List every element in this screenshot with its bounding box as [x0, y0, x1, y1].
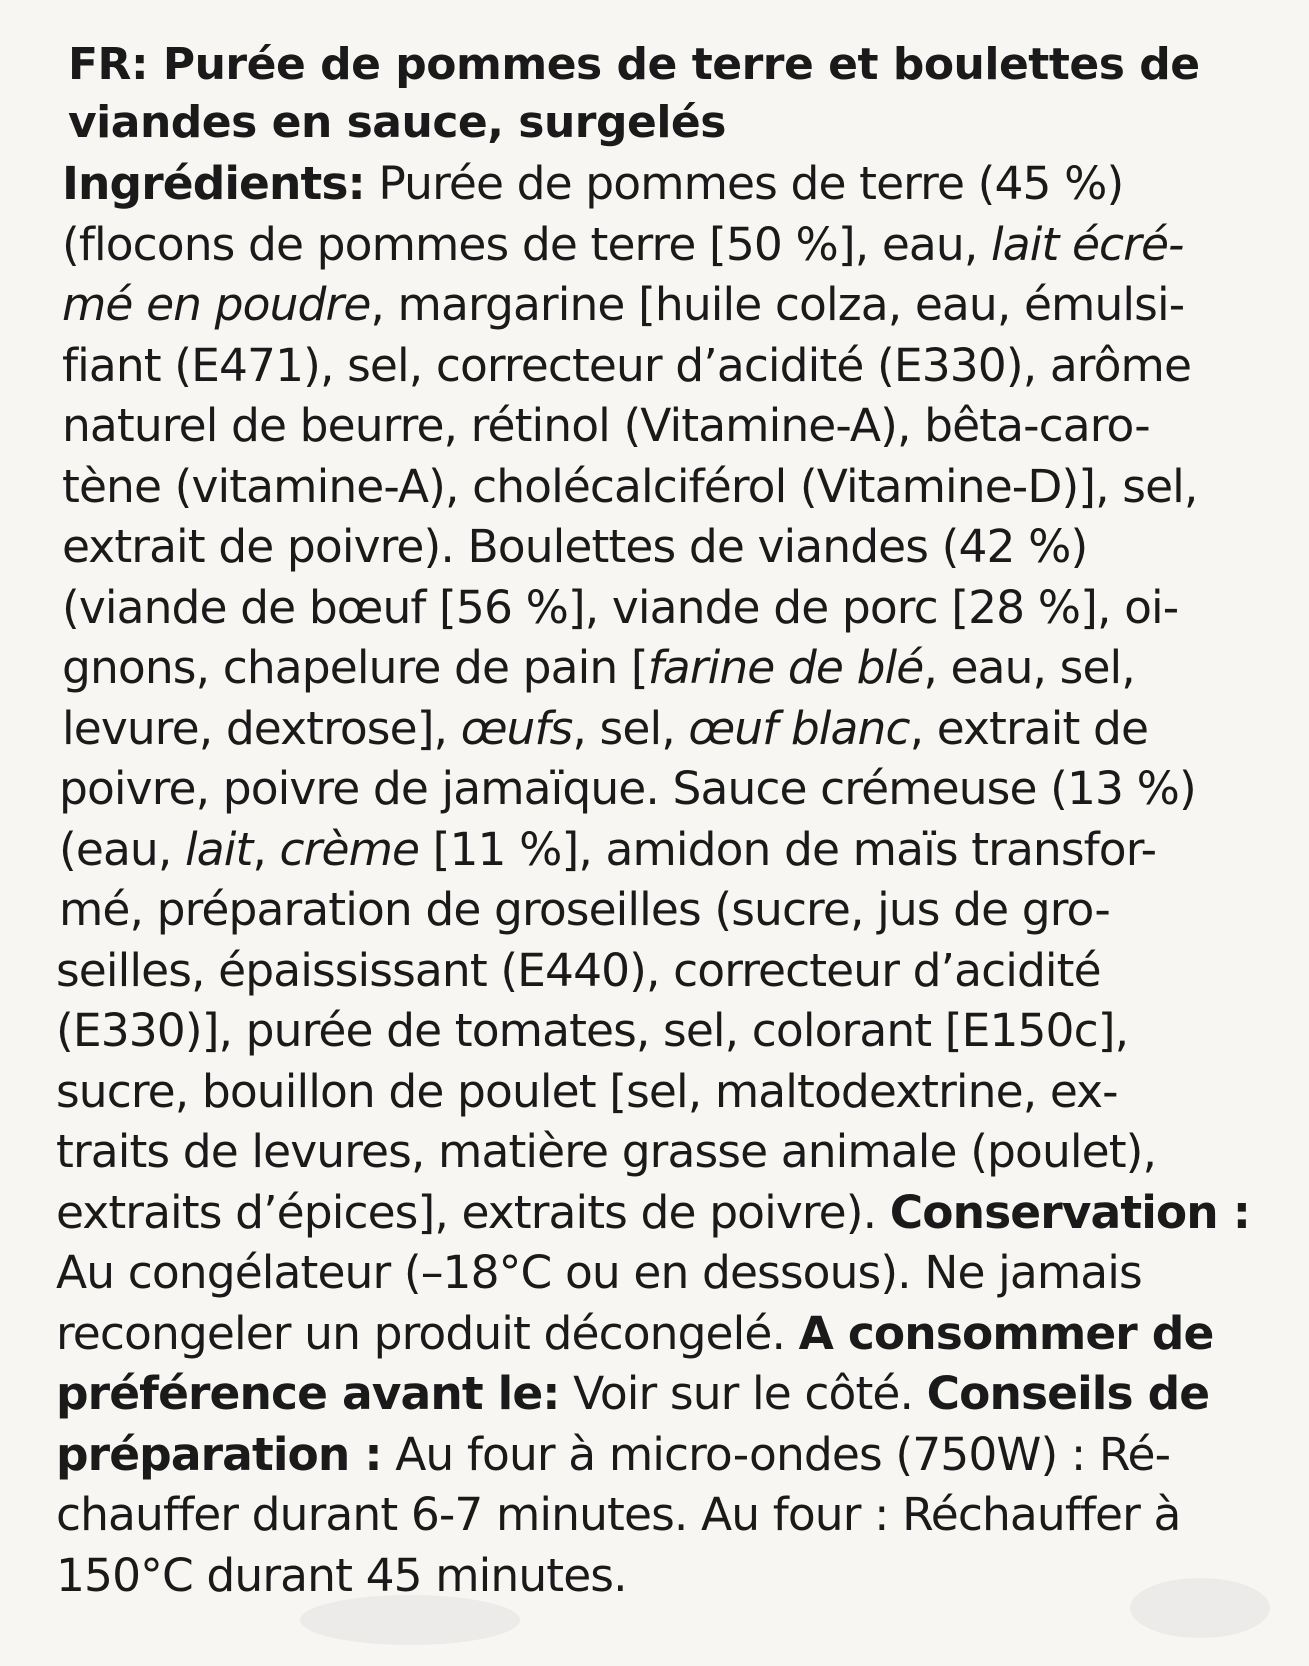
- product-title: [62, 36, 1249, 152]
- print-smudge: [300, 1595, 520, 1645]
- label-text: poivre, poivre de jamaïque. Sauce crémeuse (13 %): [59, 762, 1196, 815]
- ingredient-line: [56, 638, 1249, 699]
- bold-heading-text: Ingrédients:: [62, 157, 365, 210]
- bold-heading-text: préparation :: [56, 1427, 382, 1481]
- ingredient-line: [56, 275, 1249, 336]
- ingredient-line: [56, 215, 1249, 276]
- allergen-text: mé en poudre: [62, 278, 371, 331]
- ingredient-line: [56, 517, 1249, 578]
- label-text: (viande de bœuf [56 %], viande de porc [28 %], oi-: [62, 580, 1179, 634]
- label-text: (flocons de pommes de terre [50 %], eau,: [62, 217, 991, 271]
- allergen-text: œuf blanc: [688, 701, 910, 755]
- allergen-text: farine de blé: [647, 641, 924, 694]
- ingredient-text: [56, 154, 1249, 1606]
- allergen-text: lait: [185, 822, 253, 876]
- label-text: extrait de poivre). Boulettes de viandes (42 %): [62, 520, 1088, 573]
- allergen-text: œufs: [460, 701, 573, 755]
- label-text: levure, dextrose],: [62, 701, 461, 755]
- label-text: Purée de pommes de terre (45 %): [364, 157, 1124, 210]
- ingredient-line: [56, 1062, 1249, 1123]
- allergen-text: lait écré-: [990, 217, 1184, 271]
- bold-heading-text: Conservation :: [889, 1185, 1250, 1239]
- label-text: , margarine [huile colza, eau, émulsi-: [370, 278, 1185, 331]
- bold-heading-text: préférence avant le:: [56, 1367, 560, 1420]
- ingredient-line: [56, 457, 1249, 518]
- label-text: Au four à micro-ondes (750W) : Ré-: [381, 1427, 1171, 1481]
- label-text: traits de levures, matière grasse animale (poulet),: [56, 1125, 1157, 1178]
- label-text: chauffer durant 6-7 minutes. Au four : Réchauffer à: [56, 1488, 1181, 1541]
- ingredient-line: [56, 336, 1249, 397]
- ingredient-line: [56, 759, 1249, 820]
- ingredient-line: [56, 1546, 1249, 1607]
- label-text: (E330)], purée de tomates, sel, colorant [E150c],: [56, 1004, 1129, 1057]
- ingredient-line: [56, 699, 1249, 760]
- label-text: sucre, bouillon de poulet [sel, maltodextrine, ex-: [56, 1064, 1118, 1118]
- label-text: , eau, sel,: [923, 641, 1135, 694]
- label-text: fiant (E471), sel, correcteur d’acidité (E330), arôme: [62, 338, 1192, 392]
- ingredient-line: [56, 1425, 1249, 1486]
- label-text: mé, préparation de groseilles (sucre, jus de gro-: [59, 883, 1110, 936]
- label-text: naturel de beurre, rétinol (Vitamine-A), bêta-caro-: [62, 399, 1150, 452]
- ingredient-line: [56, 1243, 1249, 1304]
- ingredient-line: [56, 1485, 1249, 1546]
- label-text: , sel,: [572, 701, 689, 755]
- label-text: Voir sur le côté.: [559, 1367, 927, 1420]
- ingredient-line: [56, 1122, 1249, 1183]
- ingredient-line: [56, 396, 1249, 457]
- label-text: , extrait de: [909, 701, 1149, 755]
- label-text: extraits d’épices], extraits de poivre).: [56, 1185, 890, 1239]
- ingredient-line: [56, 941, 1249, 1002]
- ingredient-line: [56, 880, 1249, 941]
- print-smudge: [1130, 1578, 1270, 1638]
- ingredient-line: [56, 820, 1249, 881]
- label-text: gnons, chapelure de pain [: [62, 641, 648, 694]
- ingredient-line: [56, 1364, 1249, 1425]
- label-text: [11 %], amidon de maïs transfor-: [419, 822, 1157, 876]
- label-text: recongeler un produit décongelé.: [56, 1306, 799, 1360]
- ingredient-line: [56, 1001, 1249, 1062]
- bold-heading-text: Conseils de: [926, 1367, 1210, 1420]
- label-text: ,: [252, 822, 280, 876]
- label-text: Au congélateur (–18°C ou en dessous). Ne jamais: [56, 1246, 1142, 1299]
- label-text: seilles, épaississant (E440), correcteur d’acidité: [56, 943, 1101, 997]
- label-text: tène (vitamine-A), cholécalciférol (Vitamine-D)], sel,: [62, 459, 1198, 513]
- title-line: viandes en sauce, surgelés: [68, 97, 726, 148]
- label-text: (eau,: [59, 822, 185, 876]
- ingredient-line: [56, 1183, 1249, 1244]
- title-line: FR: Purée de pommes de terre et boulettes de: [68, 39, 1200, 90]
- bold-heading-text: A consommer de: [798, 1306, 1214, 1360]
- ingredient-line: [56, 578, 1249, 639]
- ingredient-line: [56, 1304, 1249, 1365]
- ingredient-line: [56, 154, 1249, 215]
- label-text: 150°C durant 45 minutes.: [56, 1548, 627, 1602]
- allergen-text: crème: [279, 822, 420, 876]
